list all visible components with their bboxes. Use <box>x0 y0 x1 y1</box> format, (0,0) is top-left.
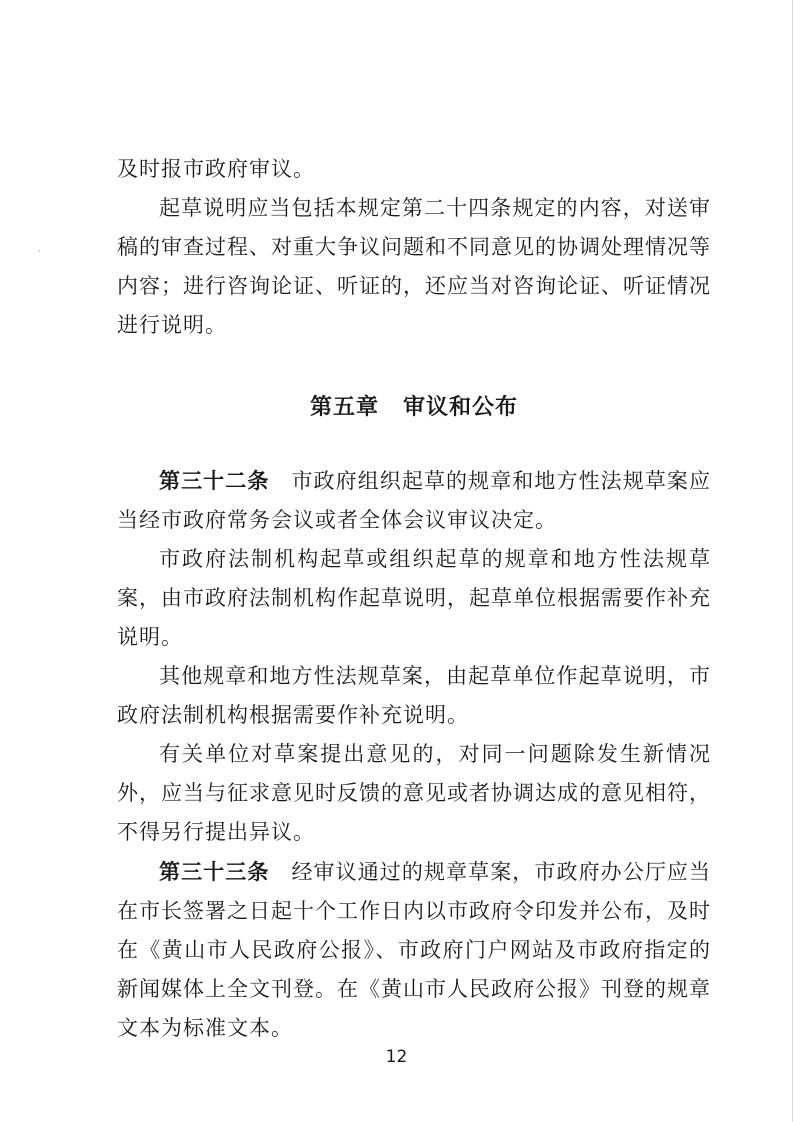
article-32-paragraph-4: 有关单位对草案提出意见的，对同一问题除发生新情况外，应当与征求意见时反馈的意见或者协调达成的意见相符，不得另行提出异议。 <box>117 742 711 844</box>
article-32-text: 市政府组织起草的规章和地方性法规草案应当经市政府常务会议或者全体会议审议决定。 <box>117 469 712 532</box>
article-33 <box>117 852 711 1048</box>
continuation-line: 及时报市政府审议。 <box>117 157 315 181</box>
article-33-number: 第三十三条 <box>159 859 270 884</box>
article-32-paragraph-2: 市政府法制机构起草或组织起草的规章和地方性法规草案，由市政府法制机构作起草说明，起草单位根据需要作补充说明。 <box>117 547 711 649</box>
chapter-number: 第五章 <box>309 394 379 420</box>
article-32-paragraph-3: 其他规章和地方性法规草案，由起草单位作起草说明，市政府法制机构根据需要作补充说明。 <box>117 664 711 727</box>
articles <box>117 461 711 1048</box>
chapter-heading <box>117 389 711 425</box>
body-text <box>117 150 711 345</box>
article-33-text: 经审议通过的规章草案，市政府办公厅应当在市长签署之日起十个工作日内以市政府令印发并公布，及时在《黄山市人民政府公报》、市政府门户网站及市政府指定的新闻媒体上全文刊登。在《黄山市人民政府公报》刊登的规章文本为标准文本。 <box>117 860 712 1040</box>
chapter-title: 审议和公布 <box>403 394 519 420</box>
article-32-number: 第三十二条 <box>159 468 270 493</box>
article-32 <box>117 461 711 540</box>
paragraph-drafting-explanation: 起草说明应当包括本规定第二十四条规定的内容，对送审稿的审查过程、对重大争议问题和不同意见的协调处理情况等内容；进行咨询论证、听证的，还应当对咨询论证、听证情况进行说明。 <box>117 196 711 337</box>
page-number: 12 <box>385 1047 408 1067</box>
scan-speck <box>38 250 40 252</box>
